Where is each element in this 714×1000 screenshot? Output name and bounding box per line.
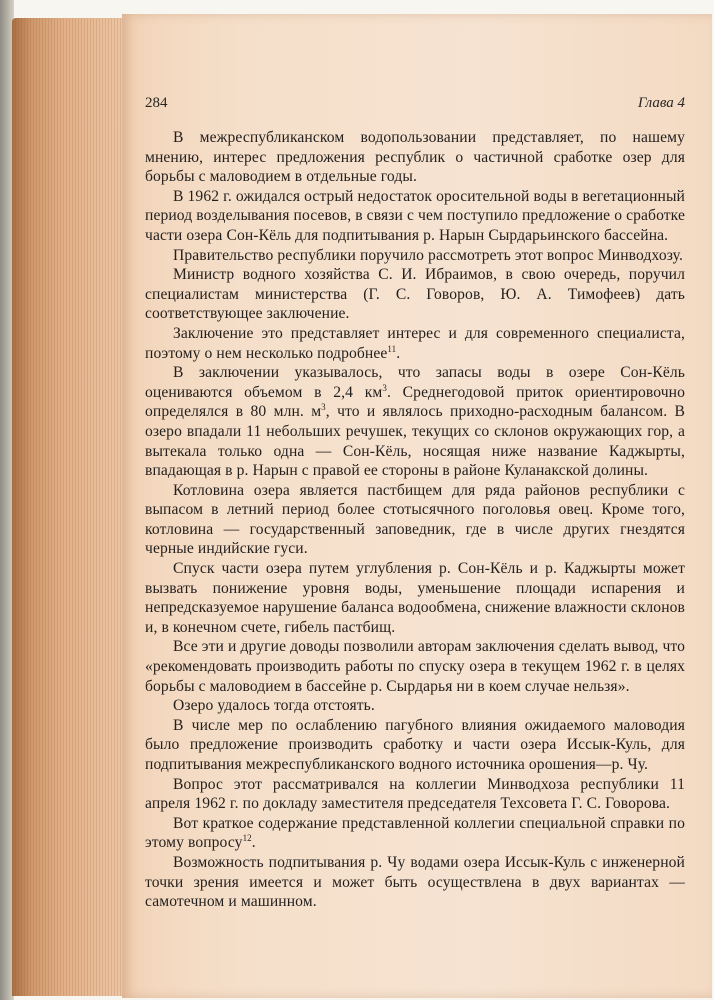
paragraph-2: В 1962 г. ожидался острый недостаток оросительной воды в вегетационный период возделывания посевов, в связи с чем поступило предложение о сработке части озера Сон-Кёль для подпитывания р. Нарын Сырдарьинского бассейна. xyxy=(145,187,685,244)
paragraph-5-text: Заключение это представляет интерес и для современного специалиста, поэтому о нем несколько подробнее xyxy=(145,324,685,362)
paragraph-13-end: . xyxy=(251,834,256,852)
paragraph-1: В межреспубликанском водопользовании представляет, по нашему мнению, интерес предложения республик о частичной сработке озер для борьбы с маловодием в отдельные годы. xyxy=(145,129,685,186)
paragraph-8: Спуск части озера путем углубления р. Сон-Кёль и р. Каджырты может вызвать понижение уровня воды, уменьшение площади испарения и непредсказуемое нарушение баланса водообмена, снижение влажности склонов и, в конечном счете, гибель пастбищ. xyxy=(145,560,685,636)
paragraph-13-text: Вот краткое содержание представленной коллегии специальной справки по этому вопросу xyxy=(145,814,685,852)
paragraph-3: Правительство республики поручило рассмотреть этот вопрос Минводхозу. xyxy=(173,246,683,264)
paragraph-13 xyxy=(145,814,685,853)
chapter-title: Глава 4 xyxy=(637,95,685,111)
paragraph-5-end: . xyxy=(396,344,401,362)
paragraph-9: Все эти и другие доводы позволили авторам заключения сделать вывод, что «рекомендовать производить работы по спуску озера в текущем 1962 г. в целях борьбы с маловодием в бассейне р. Сырдарья ни в коем случае нельзя». xyxy=(145,638,685,695)
superscript-3b: 3 xyxy=(321,402,326,413)
paragraph-10: Озеро удалось тогда отстоять. xyxy=(173,697,375,715)
body-text xyxy=(145,128,685,912)
footnote-ref-12: 12 xyxy=(242,833,252,844)
paragraph-12: Вопрос этот рассматривался на коллегии Минводхоза республики 11 апреля 1962 г. по докладу заместителя председателя Техсовета Г. С. Говорова. xyxy=(145,775,685,813)
paragraph-6-text: В заключении указывалось, что запасы воды в озере Сон-Кёль оцениваются объемом в 2,4 км xyxy=(145,364,685,401)
page-header xyxy=(145,95,685,115)
paragraph-14: Возможность подпитывания р. Чу водами озера Иссык-Куль с инженерной точки зрения имеется и может быть осуществлена в двух вариантах — самотечном и машинном. xyxy=(145,853,685,911)
paragraph-4: Министр водного хозяйства С. И. Ибраимов, в свою очередь, поручил специалистам министерства (Г. С. Говоров, Ю. А. Тимофеев) дать соответствующее заключение. xyxy=(145,266,685,323)
paragraph-5 xyxy=(145,324,685,363)
book-page-edges xyxy=(12,18,130,996)
paragraph-11: В числе мер по ослаблению пагубного влияния ожидаемого маловодия было предложение производить сработку и части озера Иссык-Куль, для подпитывания межреспубликанского водного источника орошения—р. Чу. xyxy=(145,716,685,773)
footnote-ref-11: 11 xyxy=(387,343,397,354)
paragraph-7: Котловина озера является пастбищем для ряда районов республики с выпасом в летний период более стотысячного поголовья овец. Кроме того, котловина — государственный заповедник, где в числе других гнездятся черные индийские гуси. xyxy=(145,481,685,558)
paragraph-6 xyxy=(145,363,685,481)
superscript-3a: 3 xyxy=(382,382,387,393)
page-number: 284 xyxy=(145,95,168,111)
paragraph-6-mid: . Среднегодовой приток ориентировочно определялся в 80 млн. м xyxy=(145,383,685,421)
paragraph-6-end: , что и являлось приходно-расходным балансом. В озеро впадали 11 небольших речушек, текущих со склонов окружающих гор, а вытекала только одна — Сон-Кёль, носящая ниже название Каджырты, впадающая в р. Нарын с правой ее стороны в районе Куланакской долины. xyxy=(145,403,685,480)
